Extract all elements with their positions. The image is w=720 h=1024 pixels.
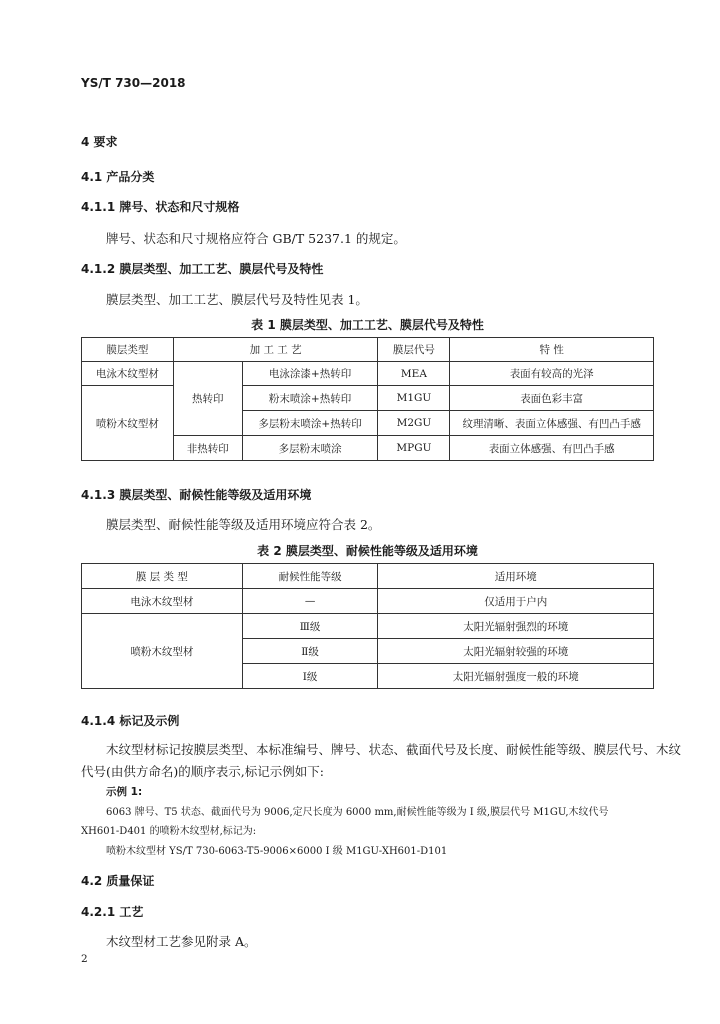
table-2-header-env: 适用环境 xyxy=(378,564,654,589)
section-4-1-2-text: 膜层类型、加工工艺、膜层代号及特性见表 1。 xyxy=(106,292,368,307)
table-2-type-electro: 电泳木纹型材 xyxy=(82,589,243,614)
section-4-1-4-text-1: 木纹型材标记按膜层类型、本标准编号、牌号、状态、截面代号及长度、耐候性能等级、膜层代号、木纹 xyxy=(106,742,682,757)
example-label: 示例 1: xyxy=(106,786,143,798)
table-2-grade: Ⅱ级 xyxy=(242,639,378,664)
table-2-header-type: 膜 层 类 型 xyxy=(82,564,243,589)
section-4-2-1-heading: 4.2.1 工艺 xyxy=(81,905,144,919)
example-mark: 喷粉木纹型材 YS/T 730-6063-T5-9006×6000 Ⅰ 级 M1GU-XH601-D101 xyxy=(106,846,448,857)
table-1-code: MEA xyxy=(378,362,450,386)
table-1-type-powder: 喷粉木纹型材 xyxy=(82,386,174,461)
table-1-feature: 纹理清晰、表面立体感强、有凹凸手感 xyxy=(450,411,654,436)
table-2-env: 太阳光辐射较强的环境 xyxy=(378,639,654,664)
table-2-type-powder: 喷粉木纹型材 xyxy=(82,614,243,689)
table-2-header-grade: 耐候性能等级 xyxy=(242,564,378,589)
table-1-type-electro: 电泳木纹型材 xyxy=(82,362,174,386)
section-4-1-heading: 4.1 产品分类 xyxy=(81,170,155,184)
table-2-env: 太阳光辐射强度一般的环境 xyxy=(378,664,654,689)
section-4-1-4-heading: 4.1.4 标记及示例 xyxy=(81,714,180,728)
example-line-2: XH601-D401 的喷粉木纹型材,标记为: xyxy=(81,826,257,837)
table-1-heat-transfer: 热转印 xyxy=(173,362,242,436)
example-line-1: 6063 牌号、T5 状态、截面代号为 9006,定尺长度为 6000 mm,耐候性能等级为 Ⅰ 级,膜层代号 M1GU,木纹代号 xyxy=(106,807,609,818)
section-4-1-3-text: 膜层类型、耐候性能等级及适用环境应符合表 2。 xyxy=(106,517,381,532)
section-4-1-2-heading: 4.1.2 膜层类型、加工工艺、膜层代号及特性 xyxy=(81,262,324,276)
table-1-header-code: 膜层代号 xyxy=(378,338,450,362)
table-1-process: 多层粉末喷涂 xyxy=(242,436,378,461)
table-1-code: M1GU xyxy=(378,386,450,411)
section-4-heading: 4 要求 xyxy=(81,135,118,149)
table-1-process: 多层粉末喷涂+热转印 xyxy=(242,411,378,436)
table-2-env: 太阳光辐射强烈的环境 xyxy=(378,614,654,639)
table-1-header-type: 膜层类型 xyxy=(82,338,174,362)
table-1-process: 电泳涂漆+热转印 xyxy=(242,362,378,386)
table-2-grade: Ⅲ级 xyxy=(242,614,378,639)
table-1-feature: 表面有较高的光泽 xyxy=(450,362,654,386)
table-1-feature: 表面立体感强、有凹凸手感 xyxy=(450,436,654,461)
table-2 xyxy=(81,563,654,689)
table-1-header-feature: 特 性 xyxy=(450,338,654,362)
table-1-caption: 表 1 膜层类型、加工工艺、膜层代号及特性 xyxy=(251,318,484,332)
table-2-grade: — xyxy=(242,589,378,614)
standard-header: YS/T 730—2018 xyxy=(81,76,186,90)
table-2-caption: 表 2 膜层类型、耐候性能等级及适用环境 xyxy=(257,544,478,558)
section-4-1-1-heading: 4.1.1 牌号、状态和尺寸规格 xyxy=(81,200,240,214)
table-1-header-process: 加 工 工 艺 xyxy=(173,338,378,362)
section-4-1-4-text-2: 代号(由供方命名)的顺序表示,标记示例如下: xyxy=(81,764,324,779)
table-1 xyxy=(81,337,654,461)
table-2-grade: Ⅰ级 xyxy=(242,664,378,689)
table-1-code: MPGU xyxy=(378,436,450,461)
page-number: 2 xyxy=(81,953,88,965)
section-4-2-1-text: 木纹型材工艺参见附录 A。 xyxy=(106,934,257,949)
table-1-feature: 表面色彩丰富 xyxy=(450,386,654,411)
table-1-non-heat-transfer: 非热转印 xyxy=(173,436,242,461)
section-4-1-3-heading: 4.1.3 膜层类型、耐候性能等级及适用环境 xyxy=(81,488,312,502)
table-1-process: 粉末喷涂+热转印 xyxy=(242,386,378,411)
section-4-1-1-text: 牌号、状态和尺寸规格应符合 GB/T 5237.1 的规定。 xyxy=(106,231,406,246)
section-4-2-heading: 4.2 质量保证 xyxy=(81,874,155,888)
table-2-env: 仅适用于户内 xyxy=(378,589,654,614)
table-1-code: M2GU xyxy=(378,411,450,436)
